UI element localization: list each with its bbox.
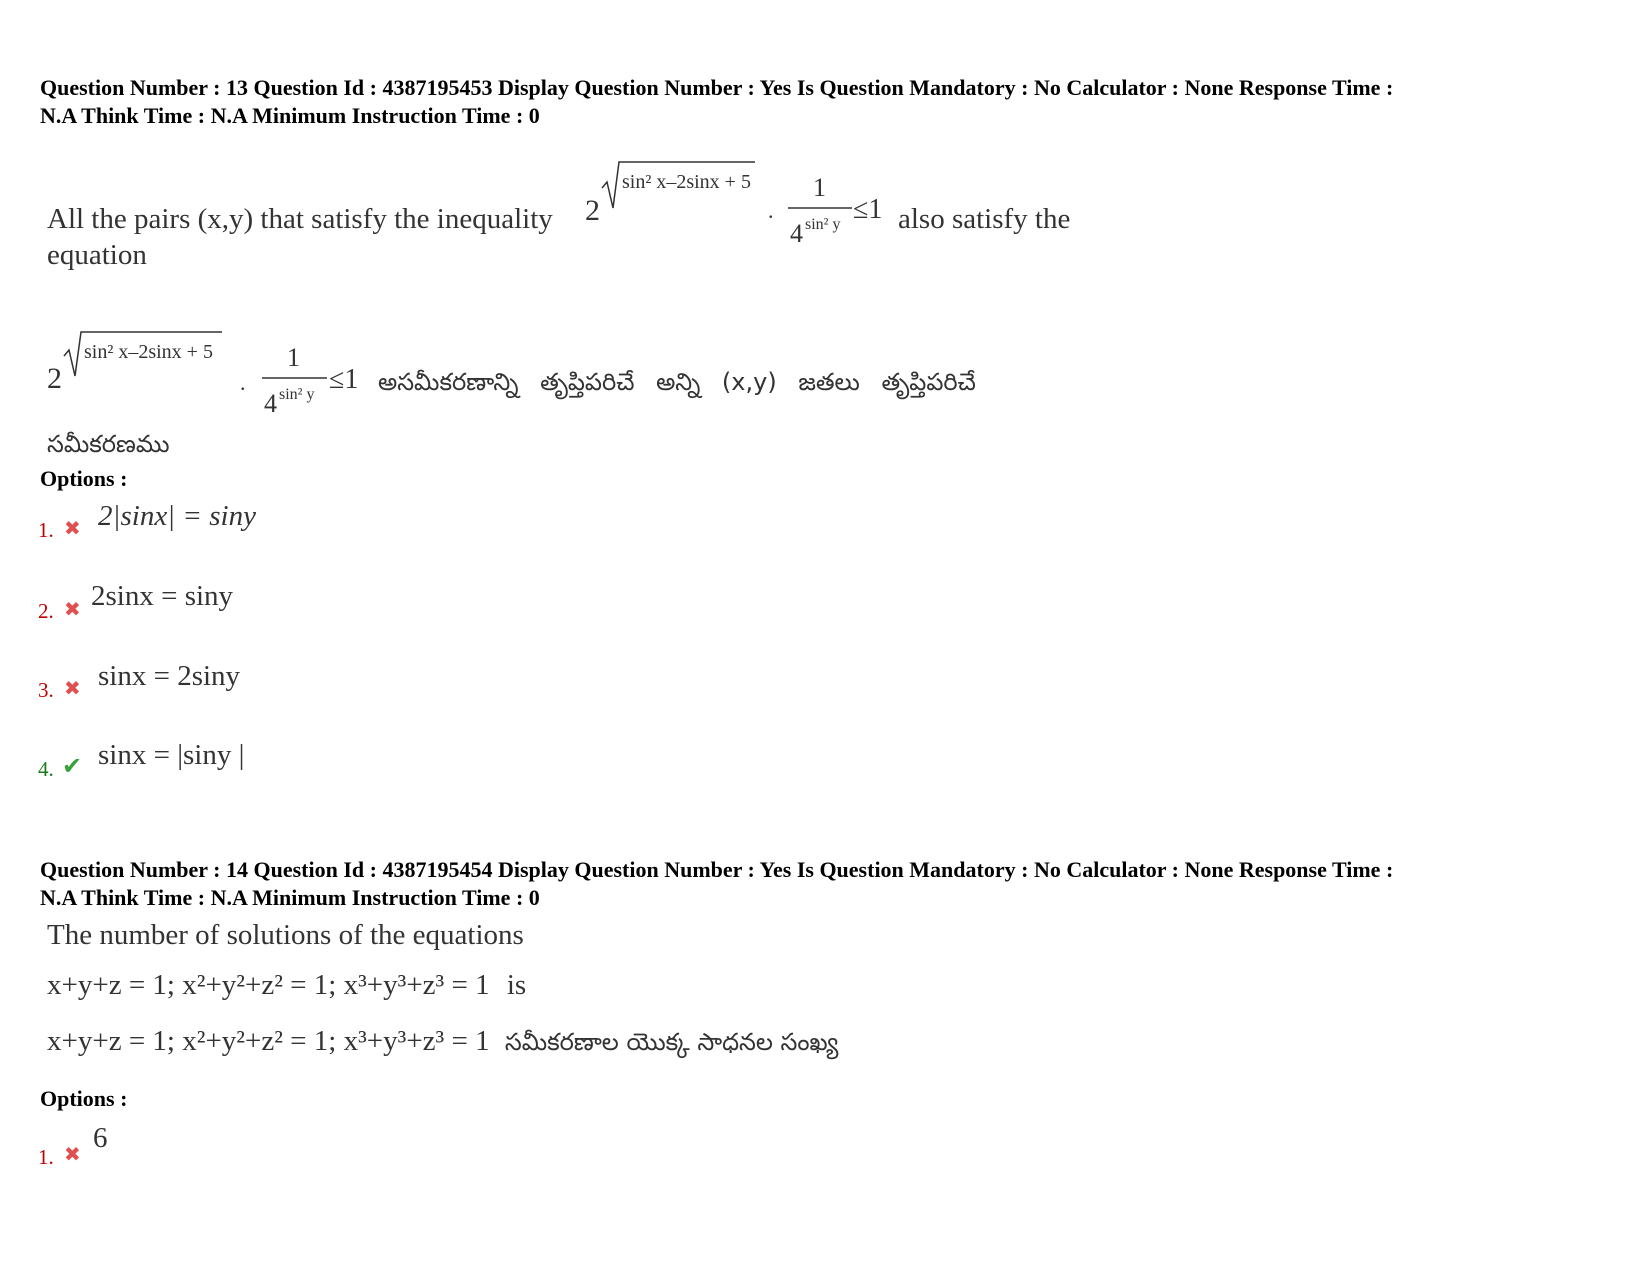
- wrong-cross-icon: ✖: [64, 597, 81, 621]
- option-number: 4.: [38, 757, 54, 781]
- q14-meta-line1: Question Number : 14 Question Id : 4387195454 Display Question Number : Yes Is Question Mandatory : No Calculator : None Response Time :: [40, 857, 1394, 882]
- q14-equation-line-en: [47, 966, 526, 1004]
- q13-meta: [40, 74, 1620, 130]
- q13-meta-line1: Question Number : 13 Question Id : 4387195453 Display Question Number : Yes Is Question Mandatory : No Calculator : None Response Time :: [40, 75, 1394, 100]
- option-number: 2.: [38, 599, 54, 623]
- q14-eq-suffix-en: is: [506, 969, 527, 1001]
- svg-text:≤1: ≤1: [329, 364, 359, 395]
- svg-text:2: 2: [47, 362, 62, 395]
- math-denominator: 4: [790, 219, 803, 248]
- option-text: sinx = |siny |: [98, 739, 245, 771]
- svg-text:sin² y: sin² y: [279, 386, 315, 403]
- option-number: 3.: [38, 678, 54, 702]
- math-numerator: 1: [813, 173, 826, 202]
- q14-equation-line-te: [47, 1022, 838, 1061]
- wrong-cross-icon: ✖: [64, 516, 81, 540]
- q14-equations: x+y+z = 1; x²+y²+z² = 1; x³+y³+z³ = 1: [47, 969, 490, 1001]
- correct-check-icon: ✔: [62, 752, 83, 780]
- q14-options-label: Options :: [40, 1086, 128, 1111]
- q13-options-label: Options :: [40, 466, 128, 491]
- q13-inequality-math-te: [47, 330, 367, 430]
- q14-text: The number of solutions of the equations: [47, 919, 524, 951]
- q14-equations-te: x+y+z = 1; x²+y²+z² = 1; x³+y³+z³ = 1: [47, 1025, 490, 1057]
- q14-eq-suffix-te: సమీకరణాల యొక్క సాధనల సంఖ్య: [504, 1028, 839, 1056]
- option-number: 1.: [38, 1145, 54, 1169]
- option-number: 1.: [38, 518, 54, 542]
- svg-text:sin² x–2sinx + 5: sin² x–2sinx + 5: [84, 341, 213, 363]
- svg-text:.: .: [240, 370, 246, 395]
- wrong-cross-icon: ✖: [64, 676, 81, 700]
- q14-meta-line2: N.A Think Time : N.A Minimum Instruction Time : 0: [40, 885, 540, 910]
- option-text: 6: [93, 1122, 108, 1154]
- q13-text-part1: All the pairs (x,y) that satisfy the inequality: [47, 203, 553, 235]
- q13-text-telugu-part2: సమీకరణము: [47, 430, 170, 458]
- wrong-cross-icon: ✖: [64, 1142, 81, 1166]
- q13-meta-line2: N.A Think Time : N.A Minimum Instruction Time : 0: [40, 103, 540, 128]
- svg-text:4: 4: [264, 389, 277, 418]
- option-text: 2sinx = siny: [91, 580, 234, 612]
- q14-meta: [40, 856, 1620, 912]
- q13-text-part3: equation: [47, 239, 147, 271]
- option-text: 2|sinx| = siny: [98, 500, 256, 532]
- math-le: ≤1: [853, 194, 883, 225]
- q13-text-telugu-part1: అసమీకరణాన్ని తృప్తిపరిచే అన్ని (x,y) జతలు తృప్తిపరిచే: [378, 368, 976, 396]
- q13-inequality-math: [585, 160, 885, 260]
- svg-text:1: 1: [287, 343, 300, 372]
- math-radicand: sin² x–2sinx + 5: [622, 171, 751, 193]
- q13-text-part2: also satisfy the: [898, 203, 1071, 235]
- math-base: 2: [585, 194, 600, 227]
- option-text: sinx = 2siny: [98, 660, 241, 692]
- math-dot: .: [768, 198, 774, 223]
- math-den-exp: sin² y: [805, 216, 841, 233]
